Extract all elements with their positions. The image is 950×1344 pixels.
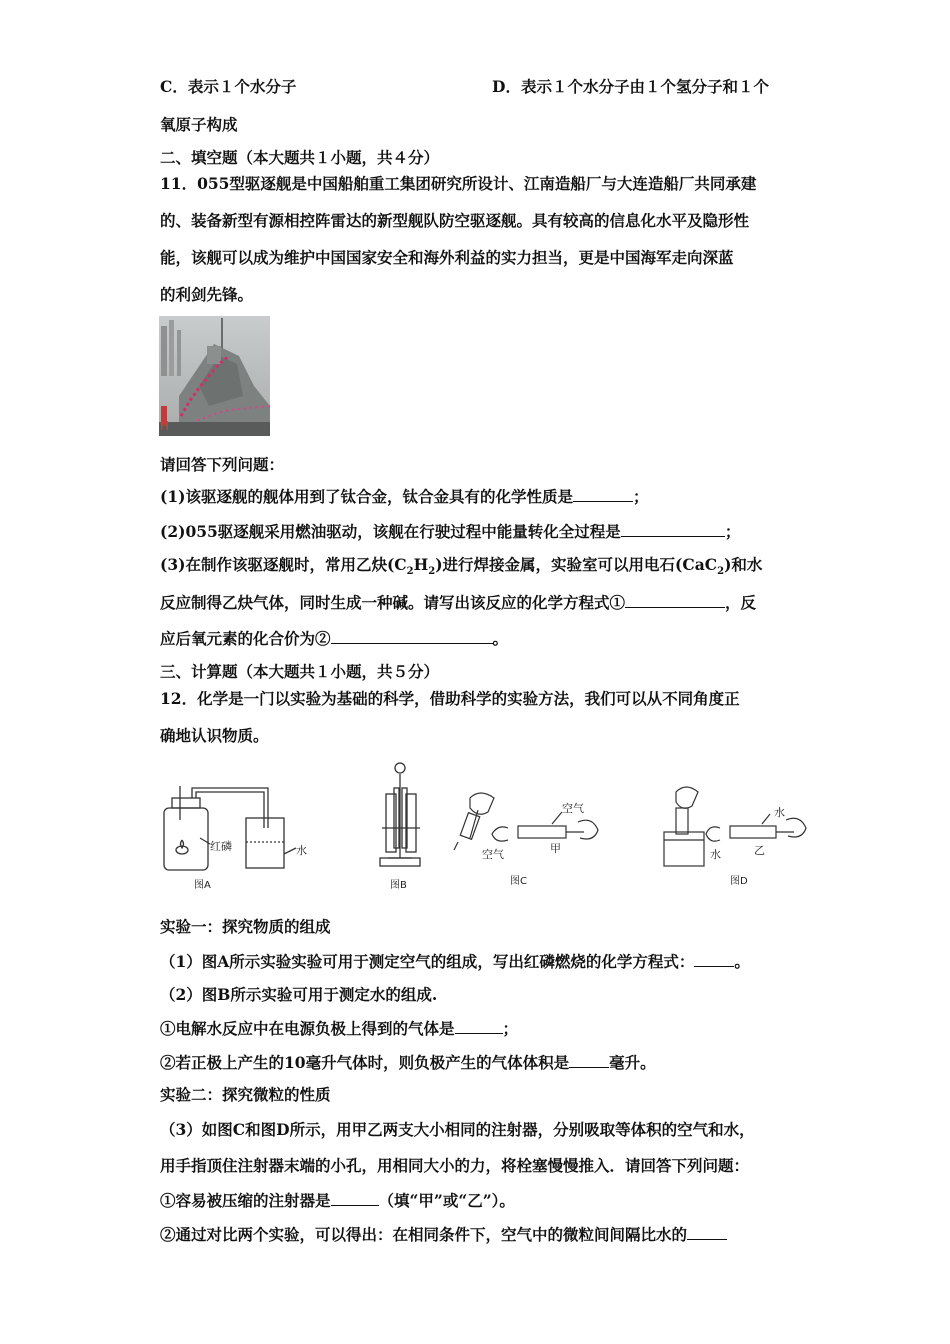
experiment-2-heading: 实验二：探究微粒的性质 bbox=[160, 1085, 331, 1104]
q11-part3-line2 bbox=[160, 592, 756, 613]
q11-part3-line1 bbox=[160, 555, 762, 582]
q11-part1-text: (1)该驱逐舰的舰体用到了钛合金，钛合金具有的化学性质是 bbox=[160, 487, 573, 506]
fig-a-caption: 图A bbox=[194, 880, 211, 891]
p3-text-a: (3)在制作该驱逐舰时，常用乙炔(C bbox=[160, 555, 407, 574]
q11-line3: 能，该舰可以成为维护中国国家安全和海外利益的实力担当，更是中国海军走向深蓝 bbox=[160, 248, 734, 267]
e1-q2a-end: ； bbox=[502, 1019, 519, 1038]
p3-text-b: H bbox=[413, 555, 429, 574]
q11-line1: 11．055型驱逐舰是中国船舶重工集团研究所设计、江南造船厂与大连造船厂共同承建 bbox=[160, 174, 757, 193]
e2-q3d-blank[interactable] bbox=[687, 1224, 727, 1240]
q11-part1-end: ； bbox=[632, 487, 649, 506]
option-c: C．表示１个水分子 bbox=[160, 77, 297, 96]
q11-part3-line3 bbox=[160, 628, 508, 649]
experiment-1-heading: 实验一：探究物质的组成 bbox=[160, 917, 331, 936]
fig-d-label-1: 水 bbox=[774, 806, 785, 819]
section-2-heading: 二、填空题（本大题共１小题，共４分） bbox=[160, 148, 440, 167]
option-d-continued: 氧原子构成 bbox=[160, 115, 238, 134]
e1-q1 bbox=[160, 951, 750, 972]
valence-blank[interactable] bbox=[331, 628, 493, 644]
p3-sub-2: 2 bbox=[428, 566, 436, 578]
p3-sub-1: 2 bbox=[406, 566, 414, 578]
e2-q3c bbox=[160, 1190, 515, 1211]
figure-a bbox=[164, 786, 296, 870]
e1-q2a-blank[interactable] bbox=[455, 1018, 503, 1034]
fig-c-caption: 图C bbox=[510, 876, 527, 887]
q11-part2-blank[interactable] bbox=[621, 521, 725, 537]
e1-q2b-text: ②若正极上产生的10毫升气体时，则负极产生的气体体积是 bbox=[160, 1053, 570, 1072]
p3-sub-3: 2 bbox=[717, 566, 725, 578]
p3-text-c: )进行焊接金属，实验室可以用电石(CaC bbox=[435, 555, 718, 574]
e2-q3-line2: 用手指顶住注射器末端的小孔，用相同大小的力，将栓塞慢慢推入．请回答下列问题： bbox=[160, 1156, 750, 1175]
p3-text-d: )和水 bbox=[724, 555, 763, 574]
e1-q2: （2）图B所示实验可用于测定水的组成. bbox=[160, 985, 438, 1004]
e1-q1-end: 。 bbox=[734, 952, 750, 971]
e1-q2b-end: 毫升。 bbox=[609, 1053, 656, 1072]
answer-prompt: 请回答下列问题： bbox=[160, 455, 285, 474]
experiment-figures bbox=[158, 758, 808, 894]
e1-q2b-blank[interactable] bbox=[569, 1052, 609, 1068]
e2-q3-line1: （3）如图C和图D所示，用甲乙两支大小相同的注射器，分别吸取等体积的空气和水， bbox=[160, 1120, 755, 1139]
figure-d bbox=[664, 787, 806, 866]
q11-part2-end: ； bbox=[724, 522, 741, 541]
fig-a-label-2: 水 bbox=[296, 844, 307, 857]
q12-line2: 确地认识物质。 bbox=[160, 726, 269, 745]
q11-part3-text3: 应后氧元素的化合价为② bbox=[160, 629, 331, 648]
e1-q1-text: （1）图A所示实验实验可用于测定空气的组成，写出红磷燃烧的化学方程式： bbox=[160, 952, 695, 971]
e2-q3d-text: ②通过对比两个实验，可以得出：在相同条件下，空气中的微粒间间隔比水的 bbox=[160, 1225, 688, 1244]
photo-corner-mark: H bbox=[160, 419, 170, 433]
q11-part3-end2: ，反 bbox=[725, 593, 757, 612]
q11-part1-blank[interactable] bbox=[573, 486, 633, 502]
fig-a-label-1: 红磷 bbox=[210, 840, 232, 853]
fig-d-label-3: 水 bbox=[710, 848, 721, 861]
e1-q2a bbox=[160, 1018, 518, 1039]
fig-d-caption: 图D bbox=[730, 876, 748, 887]
q11-part2-text: (2)055驱逐舰采用燃油驱动，该舰在行驶过程中能量转化全过程是 bbox=[160, 522, 621, 541]
destroyer-photo bbox=[159, 316, 270, 436]
q11-part3-text2: 反应制得乙炔气体，同时生成一种碱。请写出该反应的化学方程式① bbox=[160, 593, 626, 612]
e2-q3c-blank[interactable] bbox=[331, 1190, 379, 1206]
q12-line1: 12．化学是一门以实验为基础的科学，借助科学的实验方法，我们可以从不同角度正 bbox=[160, 689, 740, 708]
q11-line2: 的、装备新型有源相控阵雷达的新型舰队防空驱逐舰。具有较高的信息化水平及隐形性 bbox=[160, 211, 750, 230]
section-3-heading: 三、计算题（本大题共１小题，共５分） bbox=[160, 662, 440, 681]
fig-c-label-1: 空气 bbox=[562, 802, 584, 815]
option-d: D．表示１个水分子由１个氢分子和１个 bbox=[492, 77, 769, 96]
e2-q3c-text: ①容易被压缩的注射器是 bbox=[160, 1191, 331, 1210]
e2-q3d bbox=[160, 1224, 727, 1245]
equation-blank[interactable] bbox=[625, 592, 725, 608]
q11-part2 bbox=[160, 521, 740, 542]
fig-c-label-2: 甲 bbox=[550, 842, 561, 855]
figure-b bbox=[380, 763, 420, 866]
e1-q1-blank[interactable] bbox=[694, 951, 734, 967]
e1-q2a-text: ①电解水反应中在电源负极上得到的气体是 bbox=[160, 1019, 455, 1038]
e1-q2b bbox=[160, 1052, 656, 1073]
fig-b-caption: 图B bbox=[390, 880, 407, 891]
q11-part3-end3: 。 bbox=[492, 629, 509, 648]
e2-q3c-end: （填“甲”或“乙”）。 bbox=[378, 1191, 515, 1210]
q11-line4: 的利剑先锋。 bbox=[160, 285, 254, 304]
fig-d-label-2: 乙 bbox=[754, 844, 765, 857]
fig-c-label-3: 空气 bbox=[482, 848, 504, 861]
q11-part1 bbox=[160, 486, 648, 507]
